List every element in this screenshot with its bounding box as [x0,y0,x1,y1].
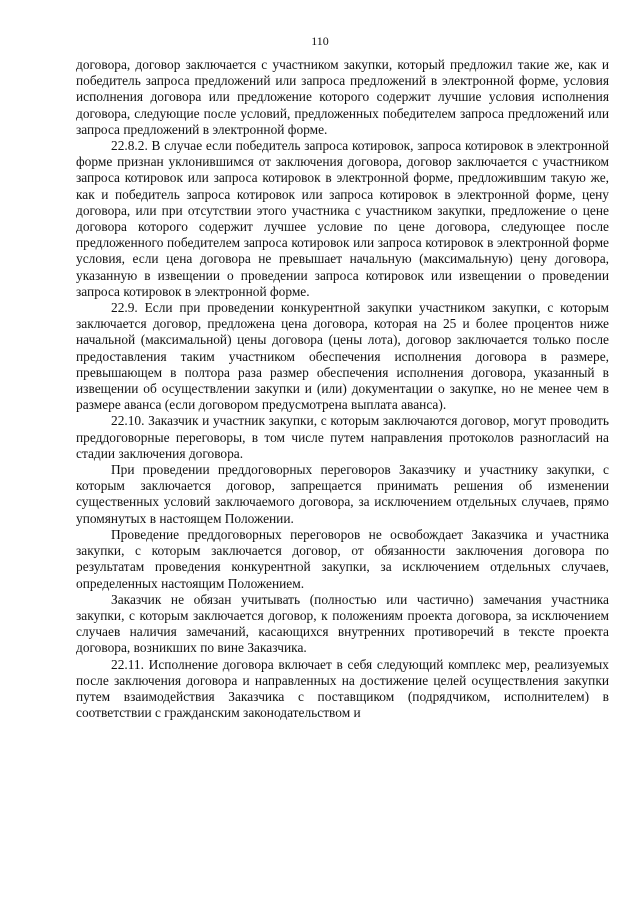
paragraph: 22.9. Если при проведении конкурентной закупки участником закупки, с которым заключается договор, предложена цена договора, которая на 25 и более процентов ниже начальной (максимальной) цены договора (цены лота), договор заключается только после предоставления таким участником обеспечения исполнения договора в размере, превышающем в полтора раза размер обеспечения исполнения договора, указанный в извещении об осуществлении закупки и (или) документации о закупке, но не менее чем в размере аванса (если договором предусмотрена выплата аванса). [76,300,609,413]
paragraph: договора, договор заключается с участником закупки, который предложил такие же, как и победитель запроса предложений или запроса предложений в электронной форме, условия исполнения договора или предложение которого содержит лучшие условия исполнения договора, следующие после условий, предложенных победителем запроса предложений или запроса предложений в электронной форме. [76,57,609,137]
paragraph: Заказчик не обязан учитывать (полностью или частично) замечания участника закупки, с которым заключается договор, к положениям проекта договора, за исключением случаев наличия замечаний, касающихся внутренних противоречий в тексте проекта договора, возникших по вине Заказчика. [76,591,609,656]
paragraph: При проведении преддоговорных переговоров Заказчику и участнику закупки, с которым заключается договор, запрещается принимать решения об изменении существенных условий заключаемого договора, за исключением отдельных случаев, прямо упомянутых в настоящем Положении. [76,462,609,526]
paragraph: 22.10. Заказчик и участник закупки, с которым заключаются договор, могут проводить преддоговорные переговоры, в том числе путем направления протоколов разногласий на стадии заключения договора. [76,413,609,461]
page-number: 110 [311,34,329,48]
paragraph: Проведение преддоговорных переговоров не освобождает Заказчика и участника закупки, с которым заключается договор, от обязанности заключения договора по результатам проведения конкурентной закупки, за исключением отдельных случаев, определенных настоящим Положением. [76,526,609,591]
document-body [76,57,609,721]
paragraph: 22.8.2. В случае если победитель запроса котировок, запроса котировок в электронной форме признан уклонившимся от заключения договора, договор заключается с участником запроса котировок или запроса котировок в электронной форме, предложившим такую же, как и победитель запроса котировок или запроса котировок в электронной форме, цену договора, или при отсутствии этого участника с участником закупки, предложение о цене договора которого содержит лучшее условие по цене договора, следующее после предложенного победителем запроса котировок или запроса котировок в электронной форме условия, если цена договора не превышает начальную (максимальную) цену договора, указанную в извещении о проведении запроса котировок или извещении о проведении запроса котировок в электронной форме. [76,138,609,299]
paragraph: 22.11. Исполнение договора включает в себя следующий комплекс мер, реализуемых после заключения договора и направленных на достижение целей осуществления закупки путем взаимодействия Заказчика с поставщиком (подрядчиком, исполнителем) в соответствии с гражданским законодательством и [76,656,609,721]
